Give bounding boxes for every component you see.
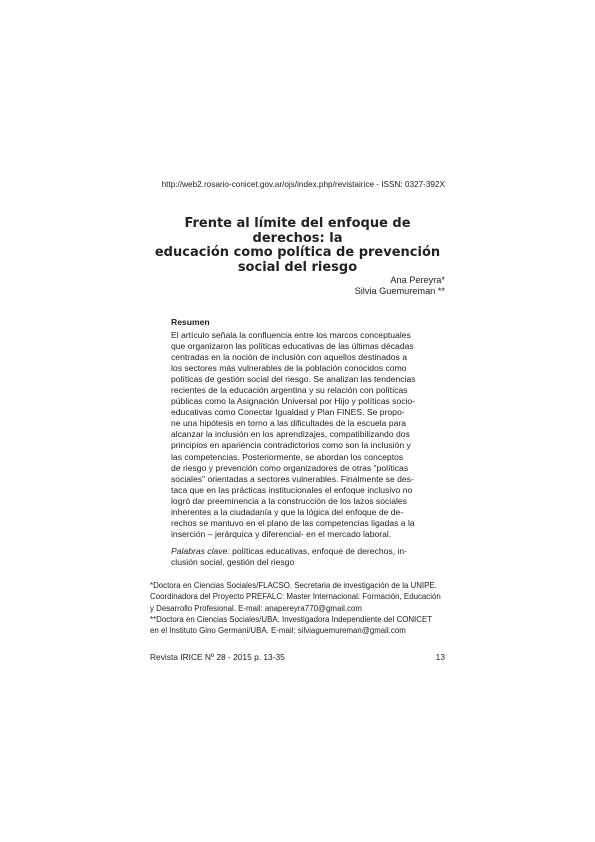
abstract-line: políticas de gestión social del riesgo. Se analizan las tendencias [171,374,416,385]
abstract-line: sociales" orientadas a sectores vulnerables. Finalmente se des- [171,473,414,484]
abstract-line: las competencias. Posteriormente, se abordan los conceptos [171,451,404,462]
title-line: Frente al límite del enfoque de derechos: la [184,216,411,246]
article-title [150,217,445,275]
abstract-line: los sectores más vulnerables de la población conocidos como [171,363,407,374]
journal-citation: Revista IRICE Nº 28 - 2015 p. 13-35 [150,652,285,662]
abstract-line: El artículo señala la confluencia entre los marcos conceptuales [171,330,411,340]
title-line: educación como política de prevención [154,245,441,260]
journal-url: http://web2.rosario-conicet.gov.ar/ojs/index.php/revistairice - ISSN: 0327-392X [161,180,445,189]
abstract-heading: Resumen [171,317,210,327]
keywords-label: Palabras clave: [171,546,230,556]
keywords [171,546,426,568]
abstract-line: principios en apariencia contradictorios como son la inclusión y [171,440,411,451]
abstract-line: inherentes a la ciudadanía y que la lógica del enfoque de de- [171,506,404,517]
footnote-line: **Doctora en Ciencias Sociales/UBA. Investigadora Independiente del CONICET [150,614,433,624]
abstract-line: de riesgo y prevención como organizadores de otras "políticas [171,462,409,473]
abstract-line: rechos se mantuvo en el plano de las competencias ligadas a la [171,517,415,528]
footnote-line: Coordinadora del Proyecto PREFALC: Master Internacional: Formación, Educación [150,592,441,602]
abstract-line: taca que en las prácticas institucionales el enfoque inclusivo no [171,484,413,495]
abstract-line: centradas en la noción de inclusión con aquellos destinados a [171,352,408,363]
keywords-text: clusión social, gestión del riesgo [171,557,295,567]
abstract-line: logró dar preeminencia a la construcción de los lazos sociales [171,495,407,506]
author-1: Ana Pereyra* [390,275,445,285]
abstract-line: alcanzar la inclusión en los aprendizajes, compatibilizando dos [171,429,410,440]
abstract-line: recientes de la educación argentina y su relación con políticas [171,385,408,396]
footnote-line: *Doctora en Ciencias Sociales/FLACSO. Secretaria de investigación de la UNIPE. [150,581,437,590]
keywords-text: políticas educativas, enfoque de derechos, in- [229,546,408,556]
title-line: social del riesgo [237,259,358,275]
abstract-line: públicas como la Asignación Universal por Hijo y políticas socio- [171,396,416,407]
author-2: Silvia Guemureman ** [354,286,445,296]
page-number: 13 [435,652,445,662]
abstract-line: inserción – jerárquica y diferencial- en el mercado laboral. [171,528,392,539]
abstract-line: educativas como Conectar Igualdad y Plan FINES. Se propo- [171,407,405,418]
footnote-line: y Desarrollo Profesional. E-mail: anapereyra770@gmail.com [150,603,362,613]
authors [355,275,445,297]
footnote-line: en el Instituto Gino Germani/UBA. E-mail: silviaguemureman@gmail.com [150,626,406,636]
author-footnotes [150,580,445,636]
abstract-line: que organizaron las políticas educativas de las últimas décadas [171,341,414,352]
abstract-line: ne una hipótesis en torno a las dificultades de la escuela para [171,418,407,429]
abstract-body [171,330,426,540]
